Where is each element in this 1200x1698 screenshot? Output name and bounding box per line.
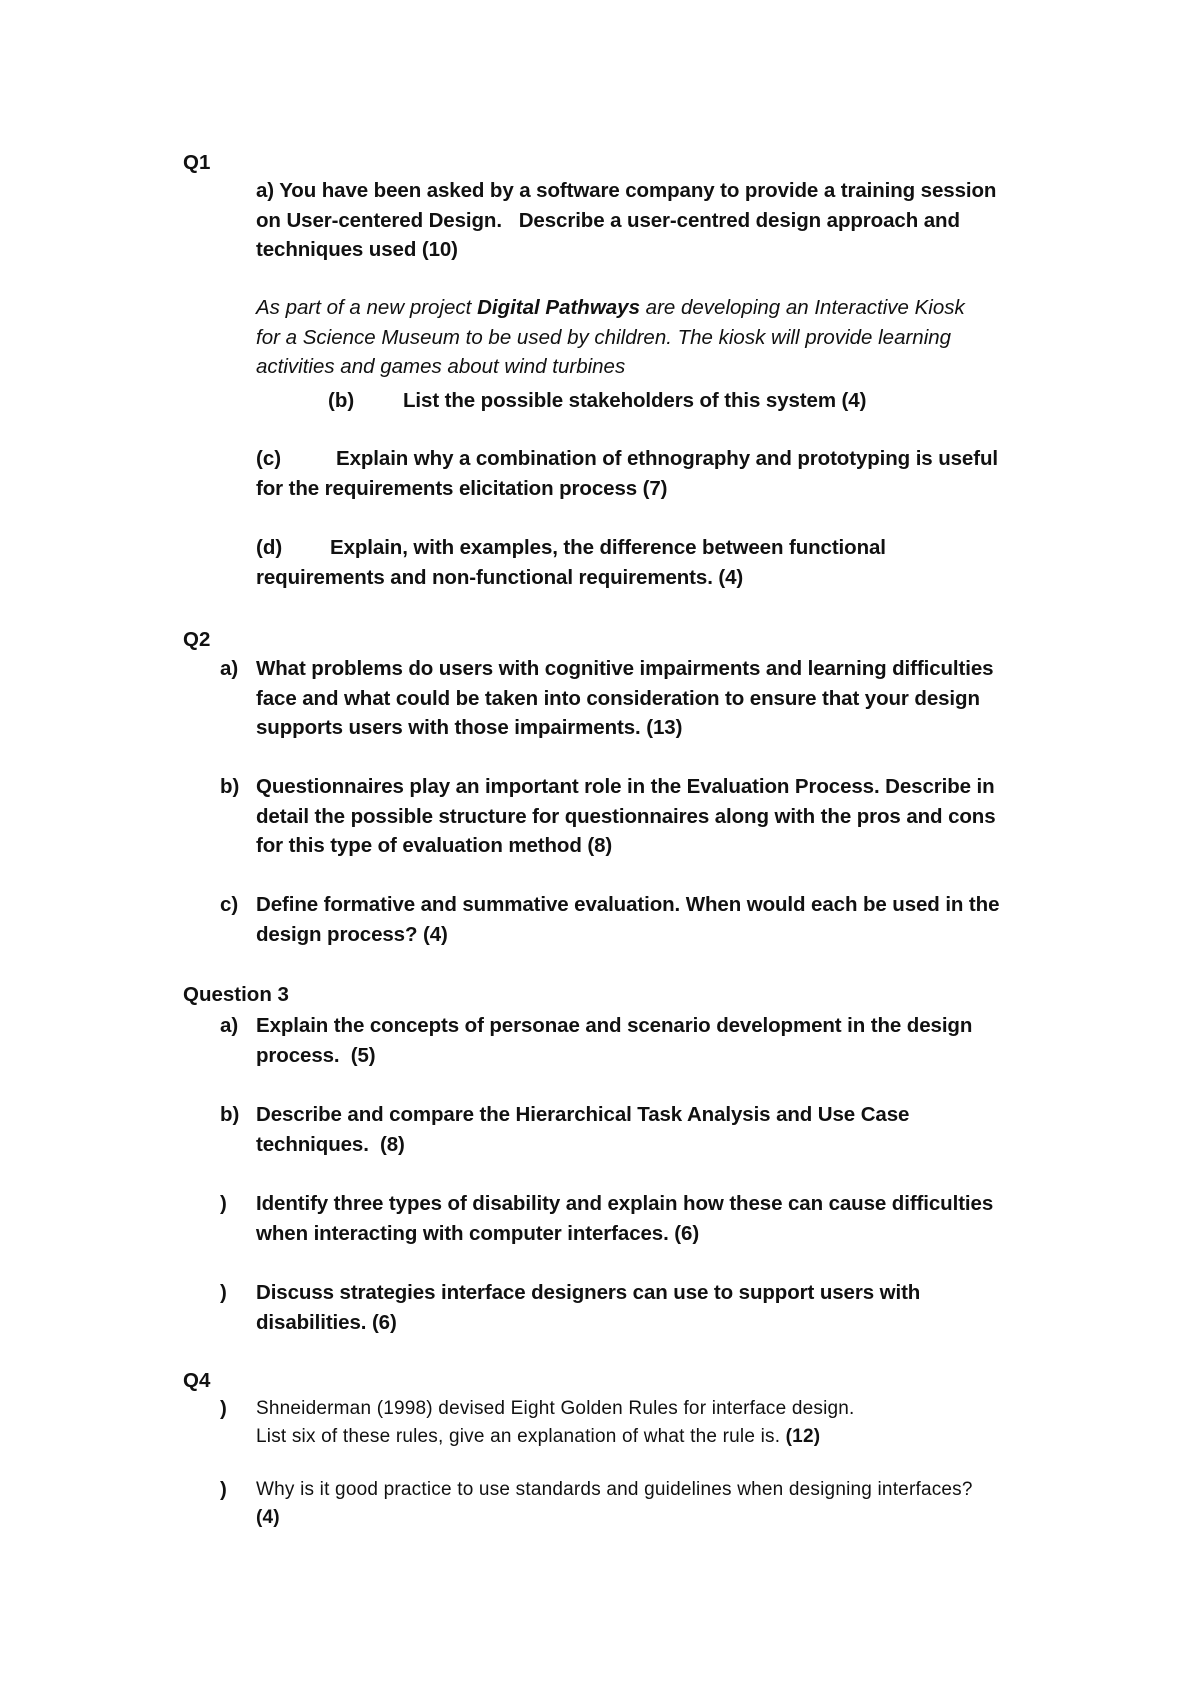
- q3-part-d: [256, 1278, 920, 1337]
- q2-a-line-3: supports users with those impairments. (13): [256, 716, 683, 739]
- q1-c-line-1: Explain why a combination of ethnography and prototyping is useful: [336, 447, 998, 470]
- q4-a-marks: (12): [785, 1425, 821, 1447]
- q4-a-line-2-text: List six of these rules, give an explanation of what the rule is.: [256, 1425, 786, 1447]
- q3-a-line-1: Explain the concepts of personae and scenario development in the design: [256, 1014, 973, 1037]
- project-name: Digital Pathways: [477, 296, 640, 319]
- q4-b-line-1: Why is it good practice to use standards and guidelines when designing interfaces?: [256, 1479, 973, 1500]
- q2-b-line-2: detail the possible structure for questionnaires along with the pros and cons: [256, 804, 996, 828]
- q2-b-line-1: Questionnaires play an important role in the Evaluation Process. Describe in: [256, 775, 995, 798]
- q1-scenario: [256, 293, 965, 382]
- q3-d-line-1: Discuss strategies interface designers can use to support users with: [256, 1281, 921, 1304]
- q4-heading: Q4: [183, 1369, 211, 1392]
- q3-heading: Question 3: [183, 983, 289, 1006]
- q1-part-a: [256, 176, 996, 265]
- q1-b-label: (b): [328, 389, 355, 412]
- q3-a-line-2: process. (5): [256, 1043, 376, 1067]
- q4-a-label: ): [220, 1397, 227, 1420]
- q3-d-line-2: disabilities. (6): [256, 1310, 397, 1334]
- q1-a-line-3: techniques used (10): [256, 238, 458, 261]
- q1-scenario-line-2: for a Science Museum to be used by children. The kiosk will provide learning: [256, 325, 952, 349]
- q2-c-label: c): [220, 893, 239, 916]
- q3-a-label: a): [220, 1014, 239, 1037]
- q3-part-a: [256, 1011, 972, 1070]
- q2-part-a: [256, 654, 993, 743]
- q2-a-line-2: face and what could be taken into consideration to ensure that your design: [256, 686, 980, 710]
- q1-b-text: List the possible stakeholders of this system (4): [403, 389, 867, 412]
- q2-part-b: [256, 772, 996, 861]
- q1-scenario-post: are developing an Interactive Kiosk: [639, 296, 965, 319]
- q2-a-label: a): [220, 657, 239, 680]
- q3-b-line-1: Describe and compare the Hierarchical Task Analysis and Use Case: [256, 1103, 910, 1126]
- q2-part-c: [256, 890, 999, 949]
- q2-a-line-1: What problems do users with cognitive impairments and learning difficulties: [256, 657, 994, 680]
- q1-heading: Q1: [183, 151, 211, 174]
- q4-a-line-1: Shneiderman (1998) devised Eight Golden Rules for interface design.: [256, 1398, 855, 1419]
- q2-c-line-2: design process? (4): [256, 922, 448, 946]
- q2-c-line-1: Define formative and summative evaluation. When would each be used in the: [256, 893, 1000, 916]
- q1-d-label: (d): [256, 536, 283, 559]
- q1-scenario-line-3: activities and games about wind turbines: [256, 355, 626, 378]
- q4-b-marks: (4): [256, 1506, 280, 1528]
- q3-d-label: ): [220, 1281, 227, 1304]
- q3-b-label: b): [220, 1103, 240, 1126]
- q3-c-line-2: when interacting with computer interfaces. (6): [256, 1221, 700, 1245]
- q1-c-line-2: for the requirements elicitation process (7): [256, 477, 668, 500]
- q1-a-line-1: a) You have been asked by a software company to provide a training session: [256, 179, 997, 202]
- q1-a-line-2: on User-centered Design. Describe a user-centred design approach and: [256, 208, 960, 232]
- q4-a-line-2: [256, 1423, 855, 1451]
- q3-c-line-1: Identify three types of disability and explain how these can cause difficulties: [256, 1192, 994, 1215]
- q4-b-label: ): [220, 1478, 227, 1501]
- q3-part-b: [256, 1100, 909, 1159]
- q3-part-c: [256, 1189, 993, 1248]
- q1-scenario-pre: As part of a new project: [256, 296, 478, 319]
- q2-b-line-3: for this type of evaluation method (8): [256, 834, 613, 857]
- q2-heading: Q2: [183, 628, 211, 651]
- q1-d-line-1: Explain, with examples, the difference between functional: [330, 536, 886, 559]
- q4-part-a: [256, 1395, 855, 1450]
- q1-scenario-line-1: [256, 293, 965, 323]
- q2-b-label: b): [220, 775, 240, 798]
- q1-d-line-2: requirements and non-functional requirements. (4): [256, 566, 744, 589]
- q3-b-line-2: techniques. (8): [256, 1132, 405, 1156]
- q3-c-label: ): [220, 1192, 227, 1215]
- q1-c-label: (c): [256, 447, 282, 470]
- q4-part-b: [256, 1476, 973, 1531]
